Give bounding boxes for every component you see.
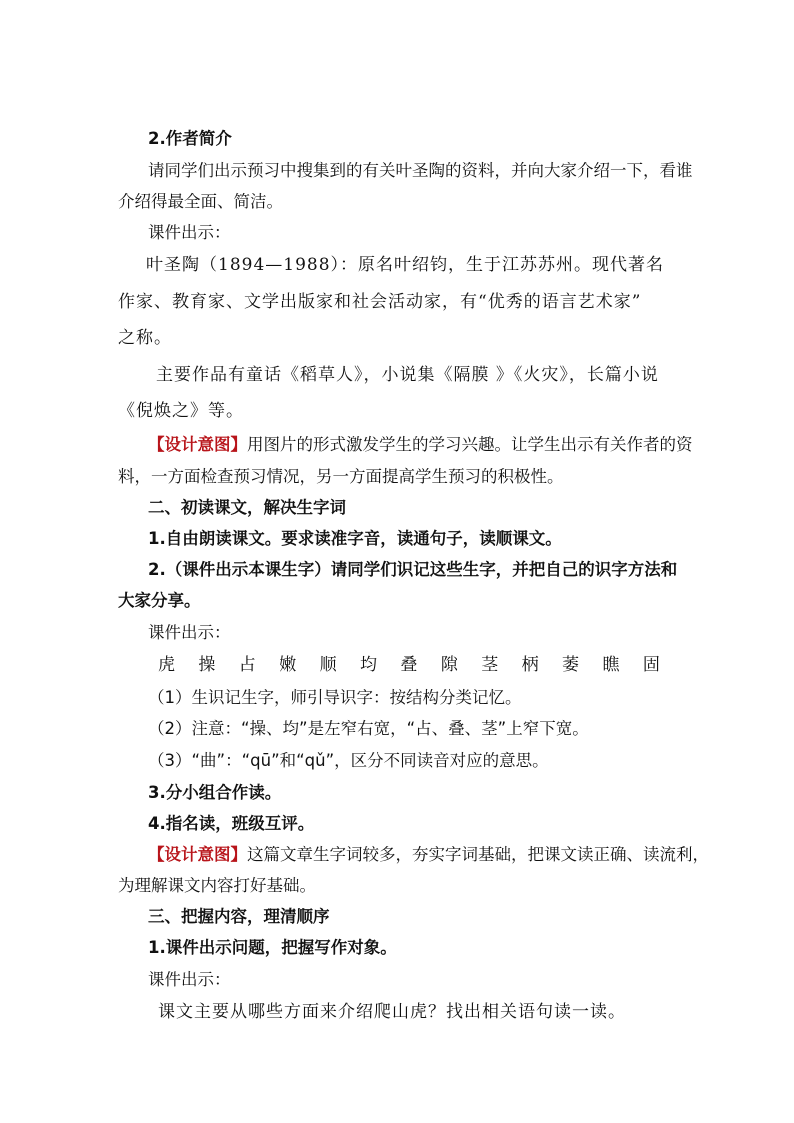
design-intent-text: 用图片的形式激发学生的学习兴趣。让学生出示有关作者的资: [247, 435, 693, 454]
design-intent-tag: 【设计意图】: [148, 845, 247, 864]
courseware-label: 课件出示：: [148, 223, 231, 242]
note-line: （2）注意：“操、均”是左窄右宽，“占、叠、茎”上窄下宽。: [148, 719, 589, 738]
section-author-intro-heading: 2.作者简介: [148, 129, 232, 148]
note-line: （1）生识记生字，师引导识字：按结构分类记忆。: [148, 688, 522, 707]
design-intent-text: 这篇文章生字词较多，夯实字词基础，把课文读正确、读流利，: [247, 845, 709, 864]
new-characters-row: 虎 操 占 嫩 顺 均 叠 隙 茎 柄 萎 瞧 固: [158, 655, 669, 675]
author-bio-line: 之称。: [118, 328, 172, 348]
design-intent-line: 料，一方面检查预习情况，另一方面提高学生预习的积极性。: [118, 467, 564, 486]
note-line: （3）“曲”：“qū”和“qǔ”，区分不同读音对应的意思。: [148, 751, 549, 770]
step-heading: 2.（课件出示本课生字）请同学们识记这些生字，并把自己的识字方法和: [148, 560, 678, 579]
step-heading: 3.分小组合作读。: [148, 783, 282, 802]
paragraph-line: 请同学们出示预习中搜集到的有关叶圣陶的资料，并向大家介绍一下，看谁: [148, 161, 693, 180]
courseware-label: 课件出示：: [148, 970, 231, 989]
question-line: 课文主要从哪些方面来介绍爬山虎？找出相关语句读一读。: [158, 1002, 626, 1022]
design-intent-line: [148, 434, 693, 456]
works-line: 主要作品有童话《稻草人》，小说集《隔膜 》《火灾》，长篇小说: [156, 365, 659, 385]
paragraph-line: 介绍得最全面、简洁。: [118, 192, 283, 211]
design-intent-line: [148, 844, 709, 866]
step-heading: 4.指名读，班级互评。: [148, 814, 315, 833]
author-bio-line: 叶圣陶（1894—1988）：原名叶绍钧，生于江苏苏州。现代著名: [146, 255, 665, 275]
author-bio-line: 作家、教育家、文学出版家和社会活动家，有“优秀的语言艺术家”: [118, 292, 642, 312]
design-intent-line: 为理解课文内容打好基础。: [118, 876, 316, 895]
courseware-label: 课件出示：: [148, 623, 231, 642]
step-heading: 1.自由朗读课文。要求读准字音，读通句子，读顺课文。: [148, 529, 562, 548]
design-intent-tag: 【设计意图】: [148, 435, 247, 454]
step-heading: 1.课件出示问题，把握写作对象。: [148, 938, 397, 957]
section-heading: 三、把握内容，理清顺序: [148, 907, 330, 926]
section-heading: 二、初读课文，解决生字词: [148, 498, 346, 517]
works-line: 《倪焕之》等。: [118, 401, 244, 421]
step-heading: 大家分享。: [118, 591, 201, 610]
